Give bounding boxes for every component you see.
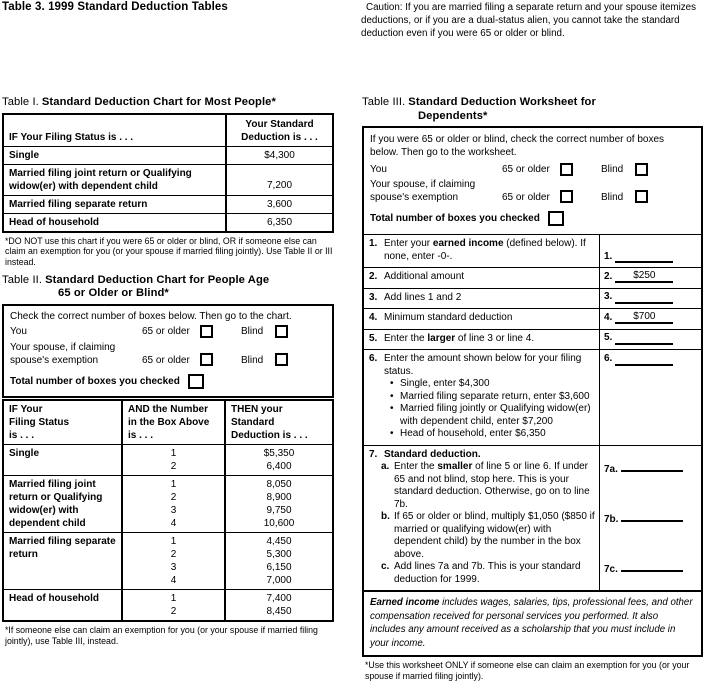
checkbox-spouse-blind[interactable]: [635, 190, 648, 203]
checkbox-spouse-65[interactable]: [560, 190, 573, 203]
entry-line-2[interactable]: $250: [615, 270, 673, 283]
earned-income-note: Earned income includes wages, salaries, tips, professional fees, and other compensation received for personal services you performed. It also includes any amount received as a scholarship that you must include in your income.: [364, 590, 701, 655]
blind-label: Blind: [241, 325, 264, 337]
entry-line-1[interactable]: [615, 250, 673, 263]
left-column: [2, 96, 334, 646]
right-column: [362, 96, 703, 682]
bullet-item: • Single, enter $4,300: [389, 378, 596, 391]
table-row: Single $4,300: [4, 146, 332, 164]
table2-header-deduction: THEN your Standard Deduction is . . .: [231, 403, 308, 441]
table3-worksheet: [362, 126, 703, 657]
table2-prefix: Table II.: [2, 273, 43, 286]
amount-cell: $4,300: [264, 149, 295, 161]
line-7c: c. Add lines 7a and 7b. This is your standard deduction for 1999.: [381, 561, 581, 585]
table3-checkbox-intro: If you were 65 or older or blind, check the correct number of boxes below. Then go to the worksheet.: [370, 134, 665, 158]
table2-checkbox-section: [2, 304, 334, 398]
spouse-row: [10, 341, 326, 367]
total-boxes-label: Total number of boxes you checked: [10, 375, 180, 387]
filing-status-bullets: [389, 378, 596, 441]
line-7b: b. If 65 or older or blind, multiply $1,050 ($850 if married or qualifying widow(er) with dependent child) by the number in the box above.: [381, 511, 595, 560]
table3-footnote: *Use this worksheet ONLY if someone else can claim an exemption for you (or your spouse if married filing jointly).: [365, 660, 690, 681]
table2-header-row: [4, 401, 332, 444]
you-row: [10, 325, 326, 338]
table-row: Married filing joint return or Qualifying widow(er) with dependent child 1 2 3 4 8,050 8,900 9,750 10,600: [4, 475, 332, 532]
worksheet-line-1: 1. Enter your earned income (defined below). If none, enter -0-. 1.: [364, 235, 701, 267]
entry-line-7c[interactable]: [621, 559, 683, 572]
table2-footnote: *If someone else can claim an exemption for you (or your spouse if married filing jointly), use Table III, instead.: [5, 624, 318, 646]
checkbox-you-blind[interactable]: [275, 325, 288, 338]
table3-title-line1: Standard Deduction Worksheet for: [408, 96, 596, 108]
entry-line-7a[interactable]: [621, 459, 683, 472]
spouse-label: Your spouse, if claiming spouse's exemption: [10, 341, 116, 366]
table1-prefix: Table I.: [2, 96, 39, 108]
older-label: 65 or older: [502, 192, 550, 203]
table1-header-row: [4, 115, 332, 146]
table3-checkbox-section: [364, 128, 701, 235]
line-7a: a. Enter the smaller of line 5 or line 6. If under 65 and not blind, stop here. This is your standard deduction. Otherwise, go on to line 7b.: [381, 461, 590, 510]
caution-note: Caution: If you are married filing a separate return and your spouse itemizes deductions, or if you are a dual-status alien, you cannot take the standard deduction even if you were 65 or older or blind.: [361, 2, 696, 39]
amount-cell: 3,600: [266, 198, 293, 210]
worksheet-line-3: 3. Add lines 1 and 2 3.: [364, 288, 701, 309]
bullet-item: • Married filing separate return, enter $3,600: [389, 391, 596, 404]
bullet-item: • Head of household, enter $6,350: [389, 428, 596, 441]
table2-heading: [2, 274, 334, 301]
checkbox-total[interactable]: [548, 211, 564, 226]
worksheet-line-7: 7. Standard deduction. a. Enter the smaller of line 5 or line 6. If under 65 and not blind, stop here. This is your standard deduction. Otherwise, go on to line 7b. b. If 65 or older or blind, multiply $1,050 ($850 if married or qualifying widow(er) with dependent child) by the number in the box above. c. Add lines 7a and 7b. This is your standard deduction for 1999. 7a. 7b. 7c.: [364, 445, 701, 591]
table3-prefix: Table III.: [362, 96, 406, 108]
table1: [2, 113, 334, 233]
entry-line-3[interactable]: [615, 291, 673, 304]
older-label: 65 or older: [142, 354, 190, 366]
table2-title-line2: 65 or Older or Blind*: [58, 287, 169, 300]
spouse-row: [370, 178, 695, 204]
total-boxes-row: [10, 374, 326, 389]
page-title: Table 3. 1999 Standard Deduction Tables: [2, 1, 228, 13]
blind-label: Blind: [601, 192, 624, 203]
table-row: Single 1 2 $5,350 6,400: [4, 444, 332, 475]
you-label: You: [370, 164, 387, 175]
you-label: You: [10, 325, 27, 337]
checkbox-you-blind[interactable]: [635, 163, 648, 176]
table1-heading: [2, 96, 334, 110]
amount-cell: 6,350: [266, 216, 293, 228]
table-row: Married filing separate return 1 2 3 4 4,450 5,300 6,150 7,000: [4, 532, 332, 589]
checkbox-spouse-blind[interactable]: [275, 353, 288, 366]
entry-line-7b[interactable]: [621, 509, 683, 522]
blind-label: Blind: [601, 164, 624, 175]
worksheet-line-6: 6. Enter the amount shown below for your filing status. • Single, enter $4,300 • Married filing separate return, enter $3,600 • Married filing jointly or Qualifying widow(er) with dependent child, enter $7,200 • Head of household, enter $6,350 6.: [364, 349, 701, 445]
total-boxes-row: [370, 211, 695, 226]
table-row: Married filing joint return or Qualifying widow(er) with dependent child 7,200: [4, 164, 332, 195]
table2-chart: [2, 399, 334, 622]
table1-header-deduction: Your Standard Deduction is . . .: [241, 118, 318, 143]
table-row: Head of household 6,350: [4, 213, 332, 231]
checkbox-total[interactable]: [188, 374, 204, 389]
older-label: 65 or older: [142, 325, 190, 337]
worksheet-line-4: 4. Minimum standard deduction 4. $700: [364, 308, 701, 329]
spouse-label: Your spouse, if claiming spouse's exemption: [370, 179, 476, 203]
table1-footnote: *DO NOT use this chart if you were 65 or older or blind, OR if someone else can claim an exemption for you (or your spouse if married filing jointly). Use Table II or III instead.: [5, 235, 333, 268]
checkbox-you-65[interactable]: [200, 325, 213, 338]
worksheet-line-5: 5. Enter the larger of line 3 or line 4. 5.: [364, 329, 701, 350]
table2-header-number: AND the Number in the Box Above is . . .: [123, 401, 226, 444]
bullet-item: • Married filing jointly or Qualifying widow(er) with dependent child, enter $7,200: [389, 403, 596, 428]
worksheet-line-2: 2. Additional amount 2. $250: [364, 267, 701, 288]
table1-header-status: IF Your Filing Status is . . .: [4, 115, 227, 146]
table2-title-line1: Standard Deduction Chart for People Age: [45, 273, 270, 286]
blind-label: Blind: [241, 354, 264, 366]
older-label: 65 or older: [502, 164, 550, 175]
entry-line-6[interactable]: [615, 353, 673, 366]
entry-line-5[interactable]: [615, 332, 673, 345]
table3-heading: [362, 96, 703, 123]
table-row: Head of household 1 2 7,400 8,450: [4, 589, 332, 620]
checkbox-you-65[interactable]: [560, 163, 573, 176]
amount-cell: 7,200: [266, 179, 293, 191]
checkbox-spouse-65[interactable]: [200, 353, 213, 366]
table3-title-line2: Dependents*: [418, 109, 488, 122]
entry-line-4[interactable]: $700: [615, 311, 673, 324]
table2-header-status: IF Your Filing Status is . . .: [4, 401, 123, 444]
table1-title: Standard Deduction Chart for Most People*: [41, 96, 276, 108]
table-row: Married filing separate return 3,600: [4, 195, 332, 213]
table2-checkbox-intro: Check the correct number of boxes below. Then go to the chart.: [10, 310, 292, 322]
you-row: [370, 163, 695, 176]
total-boxes-label: Total number of boxes you checked: [370, 213, 540, 224]
